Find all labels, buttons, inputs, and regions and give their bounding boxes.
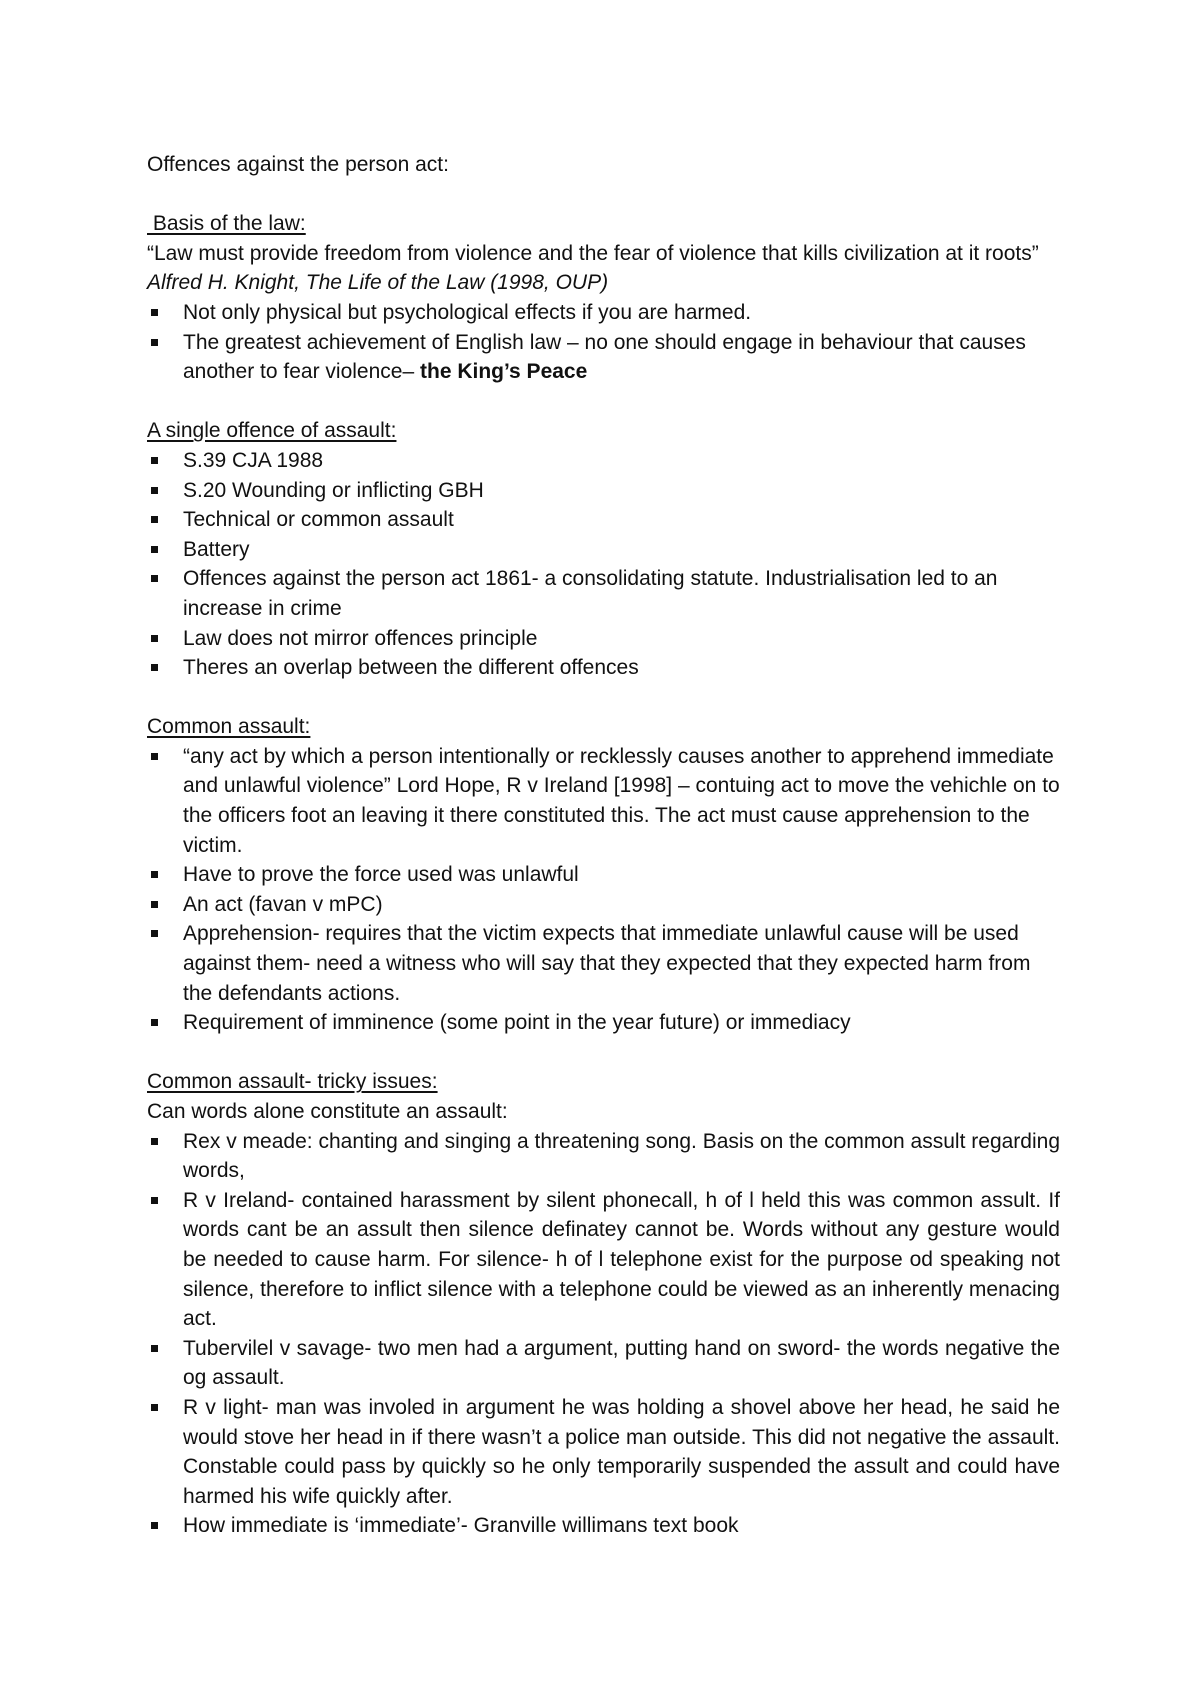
list-item — [147, 1393, 1060, 1511]
list-item-text: Requirement of imminence (some point in the year future) or immediacy — [183, 1011, 851, 1035]
square-bullet-icon — [151, 309, 158, 316]
square-bullet-icon — [151, 546, 158, 553]
list-item — [147, 505, 1060, 535]
list-item — [147, 1127, 1060, 1186]
square-bullet-icon — [151, 1197, 158, 1204]
bullet-list — [147, 742, 1060, 1038]
square-bullet-icon — [151, 635, 158, 642]
spacer — [147, 1038, 1060, 1068]
square-bullet-icon — [151, 487, 158, 494]
list-item — [147, 653, 1060, 683]
list-item-text: Tubervilel v savage- two men had a argument, putting hand on sword- the words negative the og assault. — [183, 1336, 1060, 1390]
section-single-offence — [147, 416, 1060, 682]
list-item — [147, 564, 1060, 623]
section-heading: A single offence of assault: — [147, 419, 397, 443]
list-item-text: S.39 CJA 1988 — [183, 448, 324, 472]
document-title: Offences against the person act: — [147, 153, 449, 176]
kings-peace-text: the King’s Peace — [420, 360, 588, 384]
square-bullet-icon — [151, 871, 158, 878]
list-item — [147, 298, 1060, 328]
bullet-list — [147, 298, 1060, 387]
list-item — [147, 860, 1060, 890]
list-item — [147, 446, 1060, 476]
list-item — [147, 476, 1060, 506]
knight-quote — [147, 239, 1060, 298]
list-item-text: Rex v meade: chanting and singing a threatening song. Basis on the common assult regarding words, — [183, 1129, 1060, 1183]
list-item-text: Theres an overlap between the different offences — [183, 656, 639, 680]
list-item — [147, 919, 1060, 1008]
section-heading: Common assault: — [147, 715, 311, 739]
bullet-list — [147, 1127, 1060, 1541]
list-item — [147, 624, 1060, 654]
list-item-text: An act (favan v mPC) — [183, 892, 383, 916]
list-item-text: Have to prove the force used was unlawful — [183, 863, 579, 887]
list-item-text: R v Ireland- contained harassment by silent phonecall, h of l held this was common assult. If words cant be an assult then silence definatey cannot be. Words without any gesture would be needed to cause harm. For silence- h of l telephone exist for the purpose od speaking not silence, therefore to inflict silence with a telephone could be viewed as an inherently menacing act. — [183, 1188, 1060, 1331]
section-common-assault — [147, 712, 1060, 1038]
list-item-text: Offences against the person act 1861- a consolidating statute. Industrialisation led to an increase in crime — [183, 567, 998, 620]
spacer — [147, 387, 1060, 417]
list-item — [147, 1334, 1060, 1393]
list-item-text: Battery — [183, 537, 250, 561]
list-item-text: Apprehension- requires that the victim expects that immediate unlawful cause will be used against them- need a witness who will say that they expected that they expected harm from the defendants actions. — [183, 922, 1031, 1005]
section-tricky-issues — [147, 1067, 1060, 1541]
square-bullet-icon — [151, 1345, 158, 1352]
quote-text: “Law must provide freedom from violence and the fear of violence that kills civilization at it roots” — [147, 241, 1039, 265]
square-bullet-icon — [151, 1404, 158, 1411]
list-item-text: Technical or common assault — [183, 508, 454, 532]
square-bullet-icon — [151, 930, 158, 937]
section-intro: Can words alone constitute an assault: — [147, 1100, 508, 1123]
list-item — [147, 1008, 1060, 1038]
list-item-text: Not only physical but psychological effects if you are harmed. — [183, 300, 752, 324]
square-bullet-icon — [151, 575, 158, 582]
spacer — [147, 180, 1060, 210]
list-item — [147, 1186, 1060, 1334]
list-item-text: R v light- man was involed in argument he was holding a shovel above her head, he said he would stove her head in if there wasn’t a police man outside. This did not negative the assault. Constable could pass by quickly so he only temporarily suspended the assult and could have harmed his wife quickly after. — [183, 1395, 1060, 1508]
list-item-text: “any act by which a person intentionally or recklessly causes another to apprehend immediate and unlawful violence” Lord Hope, R v Ireland [1998] – contuing act to move the vehichle on to the officers foot an leaving it there constituted this. The act must cause apprehension to the victim. — [183, 744, 1060, 857]
list-item — [147, 742, 1060, 860]
section-heading: Basis of the law: — [147, 212, 306, 236]
square-bullet-icon — [151, 1522, 158, 1529]
section-heading: Common assault- tricky issues: — [147, 1070, 438, 1094]
square-bullet-icon — [151, 457, 158, 464]
list-item-text: How immediate is ‘immediate’- Granville willimans text book — [183, 1514, 739, 1538]
list-item-text: Law does not mirror offences principle — [183, 626, 538, 650]
square-bullet-icon — [151, 339, 158, 346]
quote-citation: Alfred H. Knight, The Life of the Law (1998, OUP) — [147, 271, 609, 295]
list-item-text: The greatest achievement of English law – no one should engage in behaviour that causes another to fear violence– — [183, 330, 1026, 384]
list-item-text: S.20 Wounding or inflicting GBH — [183, 478, 484, 502]
list-item — [147, 890, 1060, 920]
square-bullet-icon — [151, 664, 158, 671]
list-item — [147, 328, 1060, 387]
spacer — [147, 683, 1060, 713]
square-bullet-icon — [151, 516, 158, 523]
bullet-list — [147, 446, 1060, 683]
square-bullet-icon — [151, 901, 158, 908]
square-bullet-icon — [151, 753, 158, 760]
section-basis-of-law — [147, 209, 1060, 387]
square-bullet-icon — [151, 1138, 158, 1145]
list-item — [147, 1511, 1060, 1541]
list-item — [147, 535, 1060, 565]
square-bullet-icon — [151, 1019, 158, 1026]
